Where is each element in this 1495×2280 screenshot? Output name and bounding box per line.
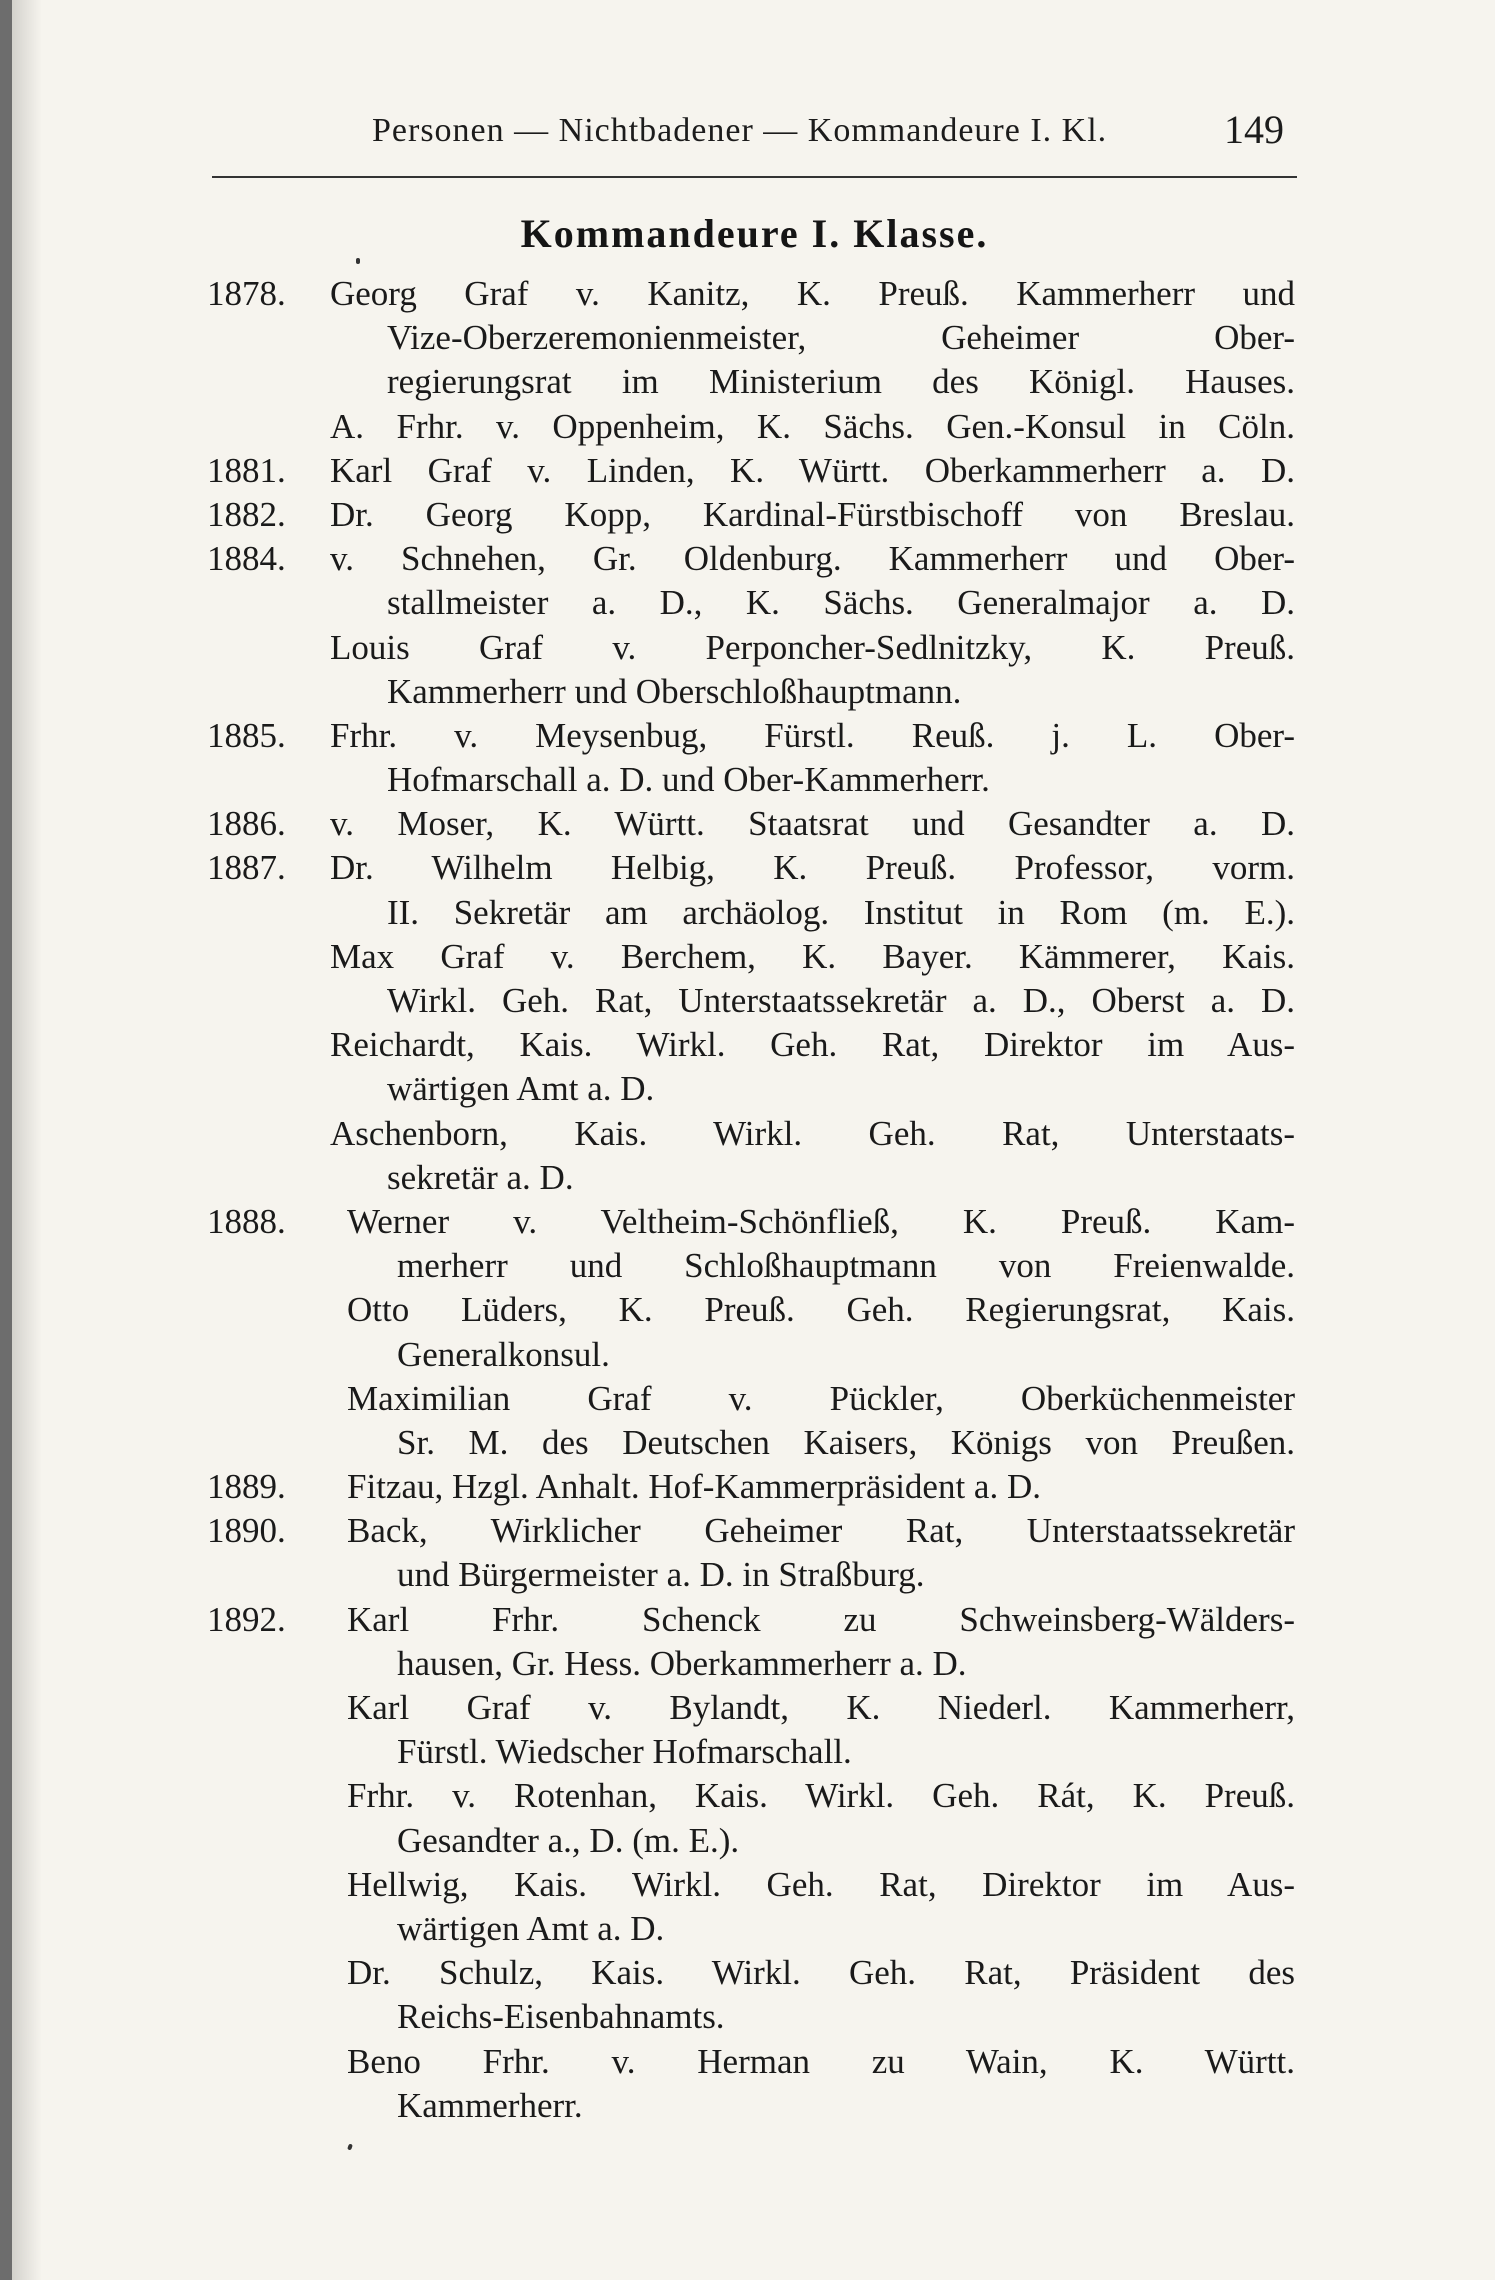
book-page [12, 0, 1495, 2280]
page-number: 149 [1224, 107, 1284, 152]
entry-line [12, 1598, 1495, 1642]
entry-text: Otto Lüders, K. Preuß. Geh. Regierungsrat, Kais. [347, 1290, 1295, 1330]
entry-text: Dr. Georg Kopp, Kardinal-Fürstbischoff von Breslau. [330, 494, 1295, 534]
entry-line [12, 272, 1495, 316]
entry-year: 1884. [207, 539, 286, 579]
entry-text: Dr. Wilhelm Helbig, K. Preuß. Professor, vorm. [330, 848, 1295, 888]
entry-text: II. Sekretär am archäolog. Institut in Rom (m. E.). [387, 892, 1295, 932]
entry-text: Wirkl. Geh. Rat, Unterstaatssekretär a. D., Oberst a. D. [387, 981, 1295, 1020]
entry-text: stallmeister a. D., K. Sächs. Generalmajor a. D. [387, 583, 1295, 623]
entry-line [12, 2084, 1495, 2128]
entry-line [12, 1377, 1495, 1421]
entry-text: Generalkonsul. [397, 1334, 610, 1374]
entry-line [12, 1156, 1495, 1200]
entry-text: Hofmarschall a. D. und Ober-Kammerherr. [387, 760, 990, 800]
entry-text: wärtigen Amt a. D. [397, 1908, 665, 1948]
entry-text: Karl Graf v. Bylandt, K. Niederl. Kammerherr, [347, 1688, 1295, 1727]
entry-year: 1890. [207, 1511, 286, 1551]
entry-text: Georg Graf v. Kanitz, K. Preuß. Kammerherr und [330, 274, 1295, 313]
entry-line [12, 360, 1495, 404]
entry-text: Karl Frhr. Schenck zu Schweinsberg-Wälders- [347, 1599, 1295, 1639]
entry-line [12, 493, 1495, 537]
entry-line [12, 537, 1495, 581]
entry-text: regierungsrat im Ministerium des Königl. Hauses. [387, 362, 1295, 402]
entry-line [12, 1553, 1495, 1597]
entry-line [12, 714, 1495, 758]
entry-text: Fitzau, Hzgl. Anhalt. Hof-Kammerpräsident a. D. [347, 1467, 1041, 1507]
entry-line [12, 1951, 1495, 1995]
entry-line [12, 935, 1495, 979]
ink-speck [356, 258, 360, 264]
entry-line [12, 449, 1495, 493]
entry-text: Back, Wirklicher Geheimer Rat, Unterstaatssekretär [347, 1511, 1295, 1551]
entry-line [12, 405, 1495, 449]
entry-list [12, 272, 1495, 2128]
entry-line [12, 1819, 1495, 1863]
entry-text: Max Graf v. Berchem, K. Bayer. Kämmerer, Kais. [330, 936, 1295, 976]
header-rule [212, 176, 1297, 178]
entry-year: 1892. [207, 1599, 286, 1639]
entry-line [12, 1465, 1495, 1509]
entry-text: hausen, Gr. Hess. Oberkammerherr a. D. [397, 1643, 967, 1683]
entry-line [12, 1200, 1495, 1244]
entry-text: v. Moser, K. Württ. Staatsrat und Gesandter a. D. [330, 804, 1295, 844]
entry-text: Vize-Oberzeremonienmeister, Geheimer Ober- [387, 318, 1295, 358]
entry-line [12, 1863, 1495, 1907]
entry-text: Kammerherr und Oberschloßhauptmann. [387, 671, 962, 711]
entry-line [12, 846, 1495, 890]
entry-text: Fürstl. Wiedscher Hofmarschall. [397, 1732, 852, 1772]
entry-line [12, 1023, 1495, 1067]
entry-year: 1882. [207, 494, 286, 534]
entry-year: 1889. [207, 1467, 286, 1507]
entry-text: sekretär a. D. [387, 1157, 574, 1197]
entry-line [12, 891, 1495, 935]
entry-text: Beno Frhr. v. Herman zu Wain, K. Württ. [347, 2041, 1295, 2081]
ink-speck [347, 2143, 353, 2150]
entry-text: Karl Graf v. Linden, K. Württ. Oberkammerherr a. D. [330, 450, 1295, 490]
entry-line [12, 1244, 1495, 1288]
entry-text: Hellwig, Kais. Wirkl. Geh. Rat, Direktor im Aus- [347, 1864, 1295, 1904]
entry-line [12, 1730, 1495, 1774]
entry-text: Gesandter a., D. (m. E.). [397, 1820, 740, 1860]
entry-text: Sr. M. des Deutschen Kaisers, Königs von Preußen. [397, 1422, 1295, 1462]
entry-line [12, 626, 1495, 670]
entry-line [12, 670, 1495, 714]
entry-line [12, 979, 1495, 1023]
entry-year: 1878. [207, 274, 286, 313]
entry-line [12, 1333, 1495, 1377]
entry-text: Louis Graf v. Perponcher-Sedlnitzky, K. Preuß. [330, 627, 1295, 667]
entry-line [12, 1995, 1495, 2039]
entry-text: wärtigen Amt a. D. [387, 1069, 655, 1109]
entry-line [12, 316, 1495, 360]
entry-line [12, 1112, 1495, 1156]
entry-line [12, 1642, 1495, 1686]
entry-text: Frhr. v. Meysenbug, Fürstl. Reuß. j. L. Ober- [330, 715, 1295, 755]
entry-year: 1886. [207, 804, 286, 844]
entry-text: v. Schnehen, Gr. Oldenburg. Kammerherr und Ober- [330, 539, 1295, 579]
entry-text: Dr. Schulz, Kais. Wirkl. Geh. Rat, Präsident des [347, 1953, 1295, 1993]
entry-text: Reichardt, Kais. Wirkl. Geh. Rat, Direktor im Aus- [330, 1025, 1295, 1065]
entry-year: 1885. [207, 715, 286, 755]
entry-text: Reichs-Eisenbahnamts. [397, 1997, 725, 2037]
entry-text: und Bürgermeister a. D. in Straßburg. [397, 1555, 925, 1595]
section-title: Kommandeure I. Klasse. [520, 211, 989, 256]
entry-line [12, 1067, 1495, 1111]
entry-line [12, 2040, 1495, 2084]
entry-line [12, 1421, 1495, 1465]
entry-year: 1887. [207, 848, 286, 888]
entry-line [12, 1686, 1495, 1730]
entry-line [12, 581, 1495, 625]
entry-text: A. Frhr. v. Oppenheim, K. Sächs. Gen.-Konsul in Cöln. [330, 406, 1295, 446]
entry-line [12, 758, 1495, 802]
entry-text: Kammerherr. [397, 2085, 583, 2125]
entry-line [12, 1774, 1495, 1818]
entry-line [12, 1907, 1495, 1951]
entry-text: Aschenborn, Kais. Wirkl. Geh. Rat, Unterstaats- [330, 1113, 1295, 1153]
entry-line [12, 1288, 1495, 1332]
entry-text: Maximilian Graf v. Pückler, Oberküchenmeister [347, 1378, 1295, 1418]
entry-text: Frhr. v. Rotenhan, Kais. Wirkl. Geh. Rát, K. Preuß. [347, 1776, 1295, 1816]
entry-text: Werner v. Veltheim-Schönfließ, K. Preuß. Kam- [347, 1201, 1295, 1241]
entry-year: 1881. [207, 450, 286, 490]
entry-text: merherr und Schloßhauptmann von Freienwalde. [397, 1246, 1295, 1286]
entry-line [12, 1509, 1495, 1553]
entry-line [12, 802, 1495, 846]
running-head: Personen — Nichtbadener — Kommandeure I. Kl. [372, 112, 1108, 149]
entry-year: 1888. [207, 1201, 286, 1241]
